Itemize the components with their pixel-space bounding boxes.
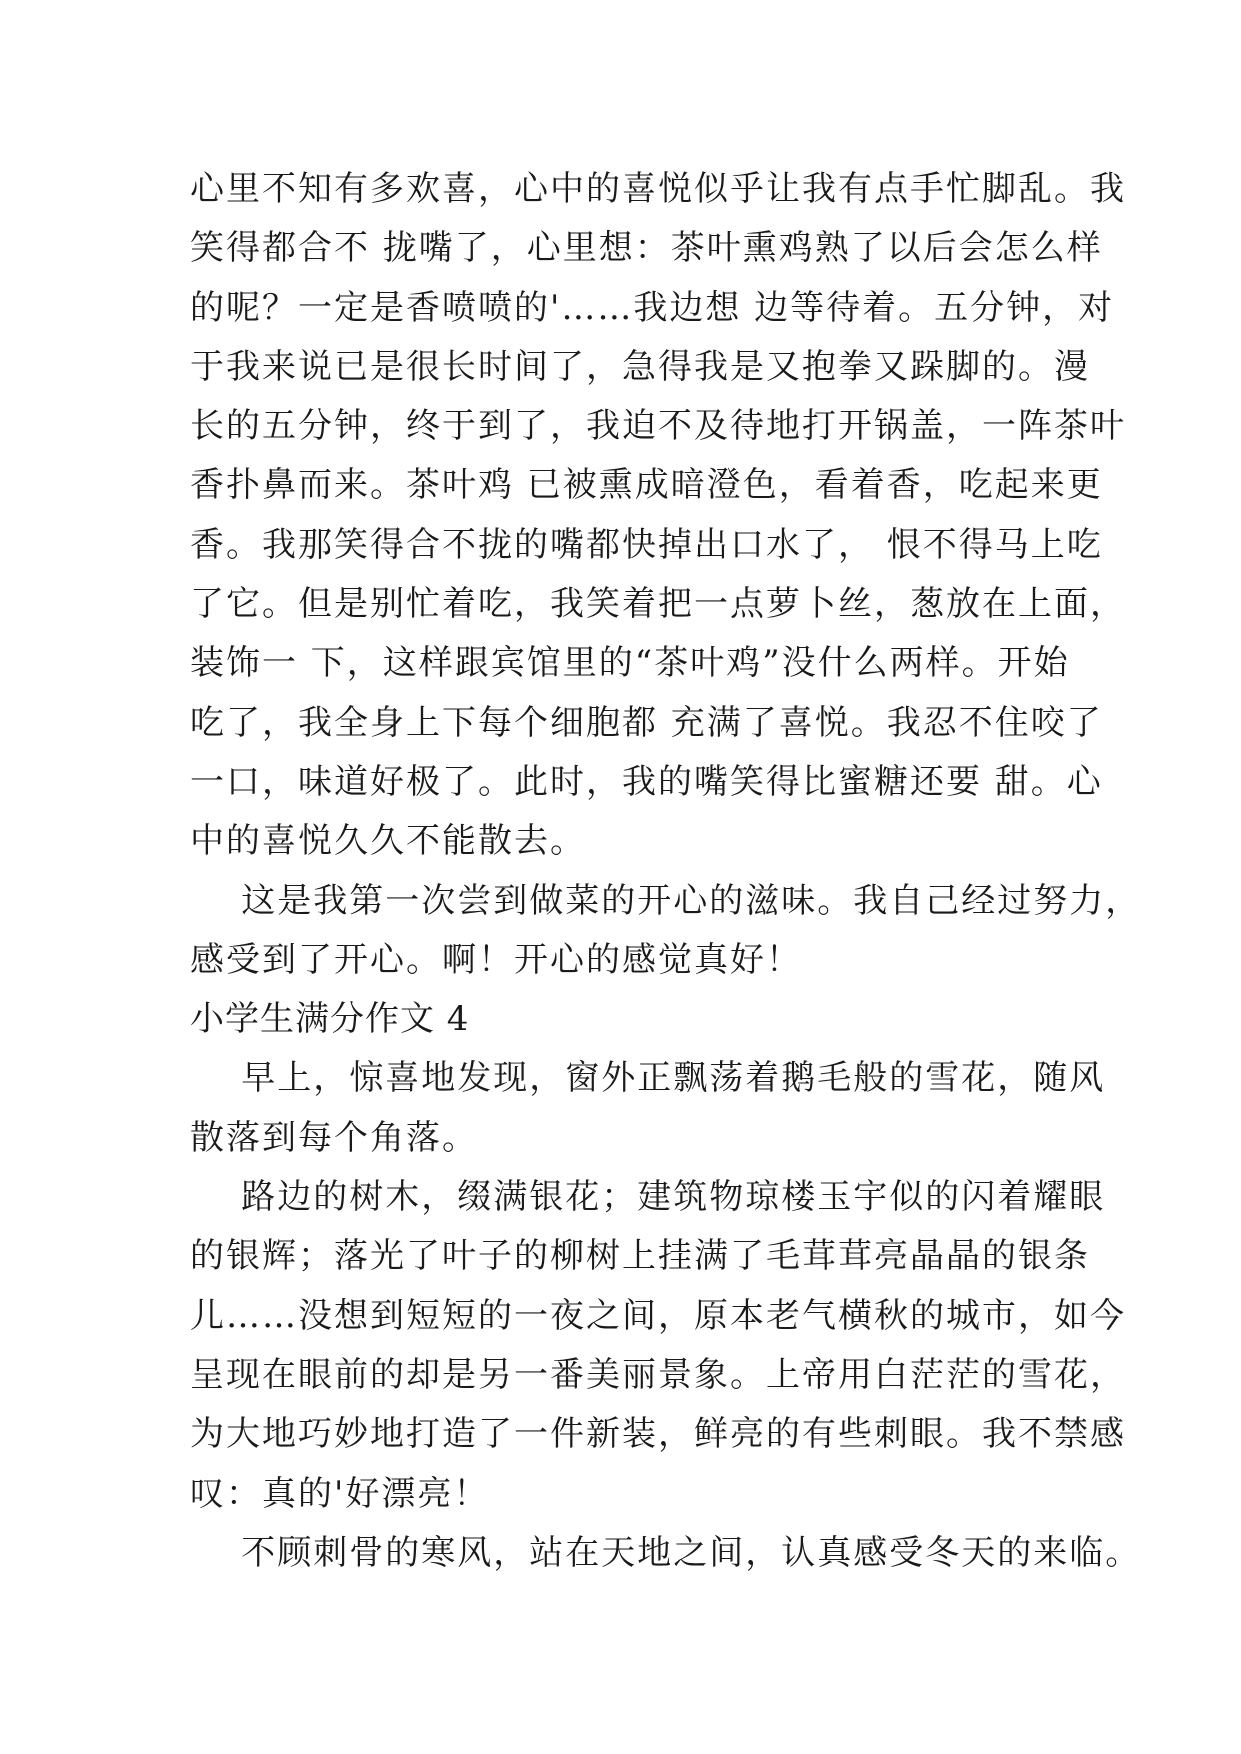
- text-line: 这是我第一次尝到做菜的开心的滋味。我自己经过努力，: [190, 880, 1142, 921]
- text-line: 了它。但是别忙着吃，我笑着把一点萝卜丝，葱放在上面，: [190, 584, 1126, 625]
- text-line: 装饰一 下，这样跟宾馆里的“茶叶鸡”没什么两样。开始: [190, 643, 1070, 684]
- section-heading: 小学生满分作文 4: [190, 999, 470, 1040]
- text-line: 于我来说已是很长时间了，急得我是又抱拳又跺脚的。漫: [190, 346, 1090, 387]
- text-line: 香扑鼻而来。茶叶鸡 已被熏成暗澄色，看着香，吃起来更: [190, 465, 1103, 506]
- text-line: 笑得都合不 拢嘴了，心里想：茶叶熏鸡熟了以后会怎么样: [190, 228, 1103, 269]
- text-line: 不顾刺骨的寒风，站在天地之间，认真感受冬天的来临。: [190, 1532, 1142, 1573]
- text-line: 叹：真的'好漂亮！: [190, 1473, 490, 1514]
- text-line: 的呢？一定是香喷喷的'……我边想 边等待着。五分钟，对: [190, 287, 1115, 328]
- text-line: 吃了，我全身上下每个细胞都 充满了喜悦。我忍不住咬了: [190, 702, 1103, 743]
- text-line: 散落到每个角落。: [190, 1117, 478, 1158]
- text-line: 感受到了开心。啊！开心的感觉真好！: [190, 939, 802, 980]
- text-line: 的银辉；落光了叶子的柳树上挂满了毛茸茸亮晶晶的银条: [190, 1236, 1090, 1277]
- text-line: 香。我那笑得合不拢的嘴都快掉出口水了， 恨不得马上吃: [190, 524, 1103, 565]
- text-line: 呈现在眼前的却是另一番美丽景象。上帝用白茫茫的雪花，: [190, 1354, 1126, 1395]
- text-line: 长的五分钟，终于到了，我迫不及待地打开锅盖，一阵茶叶: [190, 406, 1126, 447]
- text-line: 为大地巧妙地打造了一件新装，鲜亮的有些刺眼。我不禁感: [190, 1414, 1126, 1455]
- text-line: 心里不知有多欢喜，心中的喜悦似乎让我有点手忙脚乱。我: [190, 169, 1126, 209]
- text-line: 儿……没想到短短的一夜之间，原本老气横秋的城市，如今: [190, 1295, 1126, 1336]
- text-line: 路边的树木，缀满银花；建筑物琼楼玉宇似的闪着耀眼: [190, 1177, 1106, 1218]
- text-line: 早上，惊喜地发现，窗外正飘荡着鹅毛般的雪花，随风: [190, 1058, 1106, 1099]
- document-body: [190, 160, 1142, 1583]
- text-line: 一口，味道好极了。此时，我的嘴笑得比蜜糖还要 甜。心: [190, 761, 1103, 802]
- text-line: 中的喜悦久久不能散去。: [190, 821, 586, 862]
